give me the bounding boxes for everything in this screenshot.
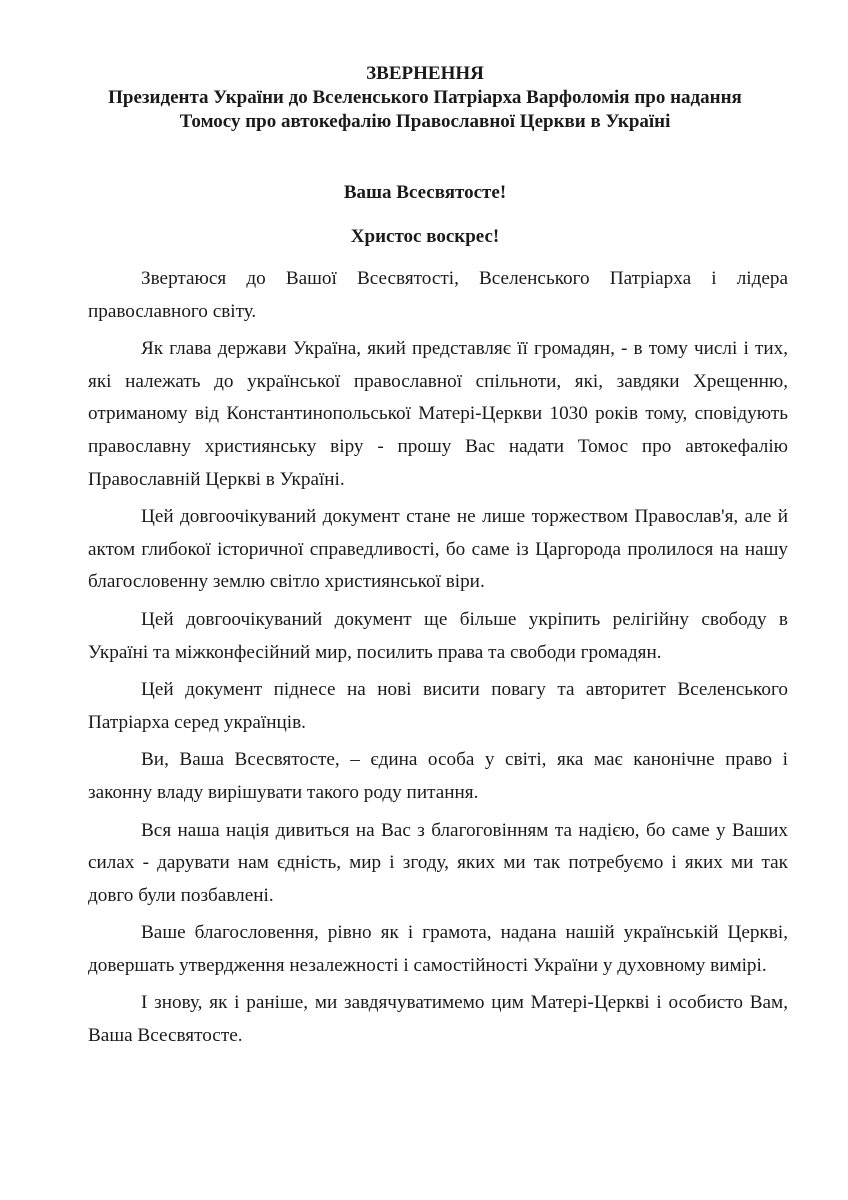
document-subtitle-line-2: Томосу про автокефалію Православної Церкви в Україні — [179, 111, 671, 132]
paragraph-4: Цей довгоочікуваний документ ще більше укріпить релігійну свободу в Україні та міжконфесійний мир, посилить права та свободи громадян. — [88, 608, 788, 663]
paragraph-5: Цей документ піднесе на нові висити повагу та авторитет Вселенського Патріарха серед українців. — [88, 679, 788, 733]
paragraph-6: Ви, Ваша Всесвятосте, – єдина особа у світі, яка має канонічне право і законну владу вирішувати такого роду питання. — [88, 749, 788, 803]
salutation: Ваша Всесвятосте! — [343, 182, 507, 203]
paragraph-3: Цей довгоочікуваний документ стане не лише торжеством Православ'я, але й актом глибокої історичної справедливості, бо саме із Царгорода пролилося на нашу благословенну землю світло християнської віри. — [88, 506, 788, 593]
letter-body — [88, 263, 788, 1058]
paragraph-7: Вся наша нація дивиться на Вас з благоговінням та надією, бо саме у Ваших силах - дарувати нам єдність, мир і згоду, яких ми так потребуємо і яких ми так довго були позбавлені. — [88, 819, 788, 906]
paragraph-2: Як глава держави Україна, який представляє її громадян, - в тому числі і тих, які належать до української православної спільноти, які, завдяки Хрещенню, отриманому від Константинопольської Матері-Церкви 1030 років тому, сповідують православну християнську віру - прошу Вас надати Томос про автокефалію Православній Церкві в Україні. — [88, 338, 788, 490]
paragraph-8: Ваше благословення, рівно як і грамота, надана нашій українській Церкві, довершать утвердження незалежності і самостійності України у духовному вимірі. — [88, 922, 788, 976]
paragraph-1: Звертаюся до Вашої Всесвятості, Вселенського Патріарха і лідера православного світу. — [88, 268, 788, 322]
document-subtitle-line-1: Президента України до Вселенського Патріарха Варфоломія про надання — [108, 87, 742, 108]
paragraph-9: І знову, як і раніше, ми завдячуватимемо цим Матері-Церкві і особисто Вам, Ваша Всесвятосте. — [88, 992, 788, 1047]
document-title: ЗВЕРНЕННЯ — [366, 63, 484, 84]
easter-greeting: Христос воскрес! — [350, 226, 500, 247]
document-heading — [80, 62, 770, 134]
